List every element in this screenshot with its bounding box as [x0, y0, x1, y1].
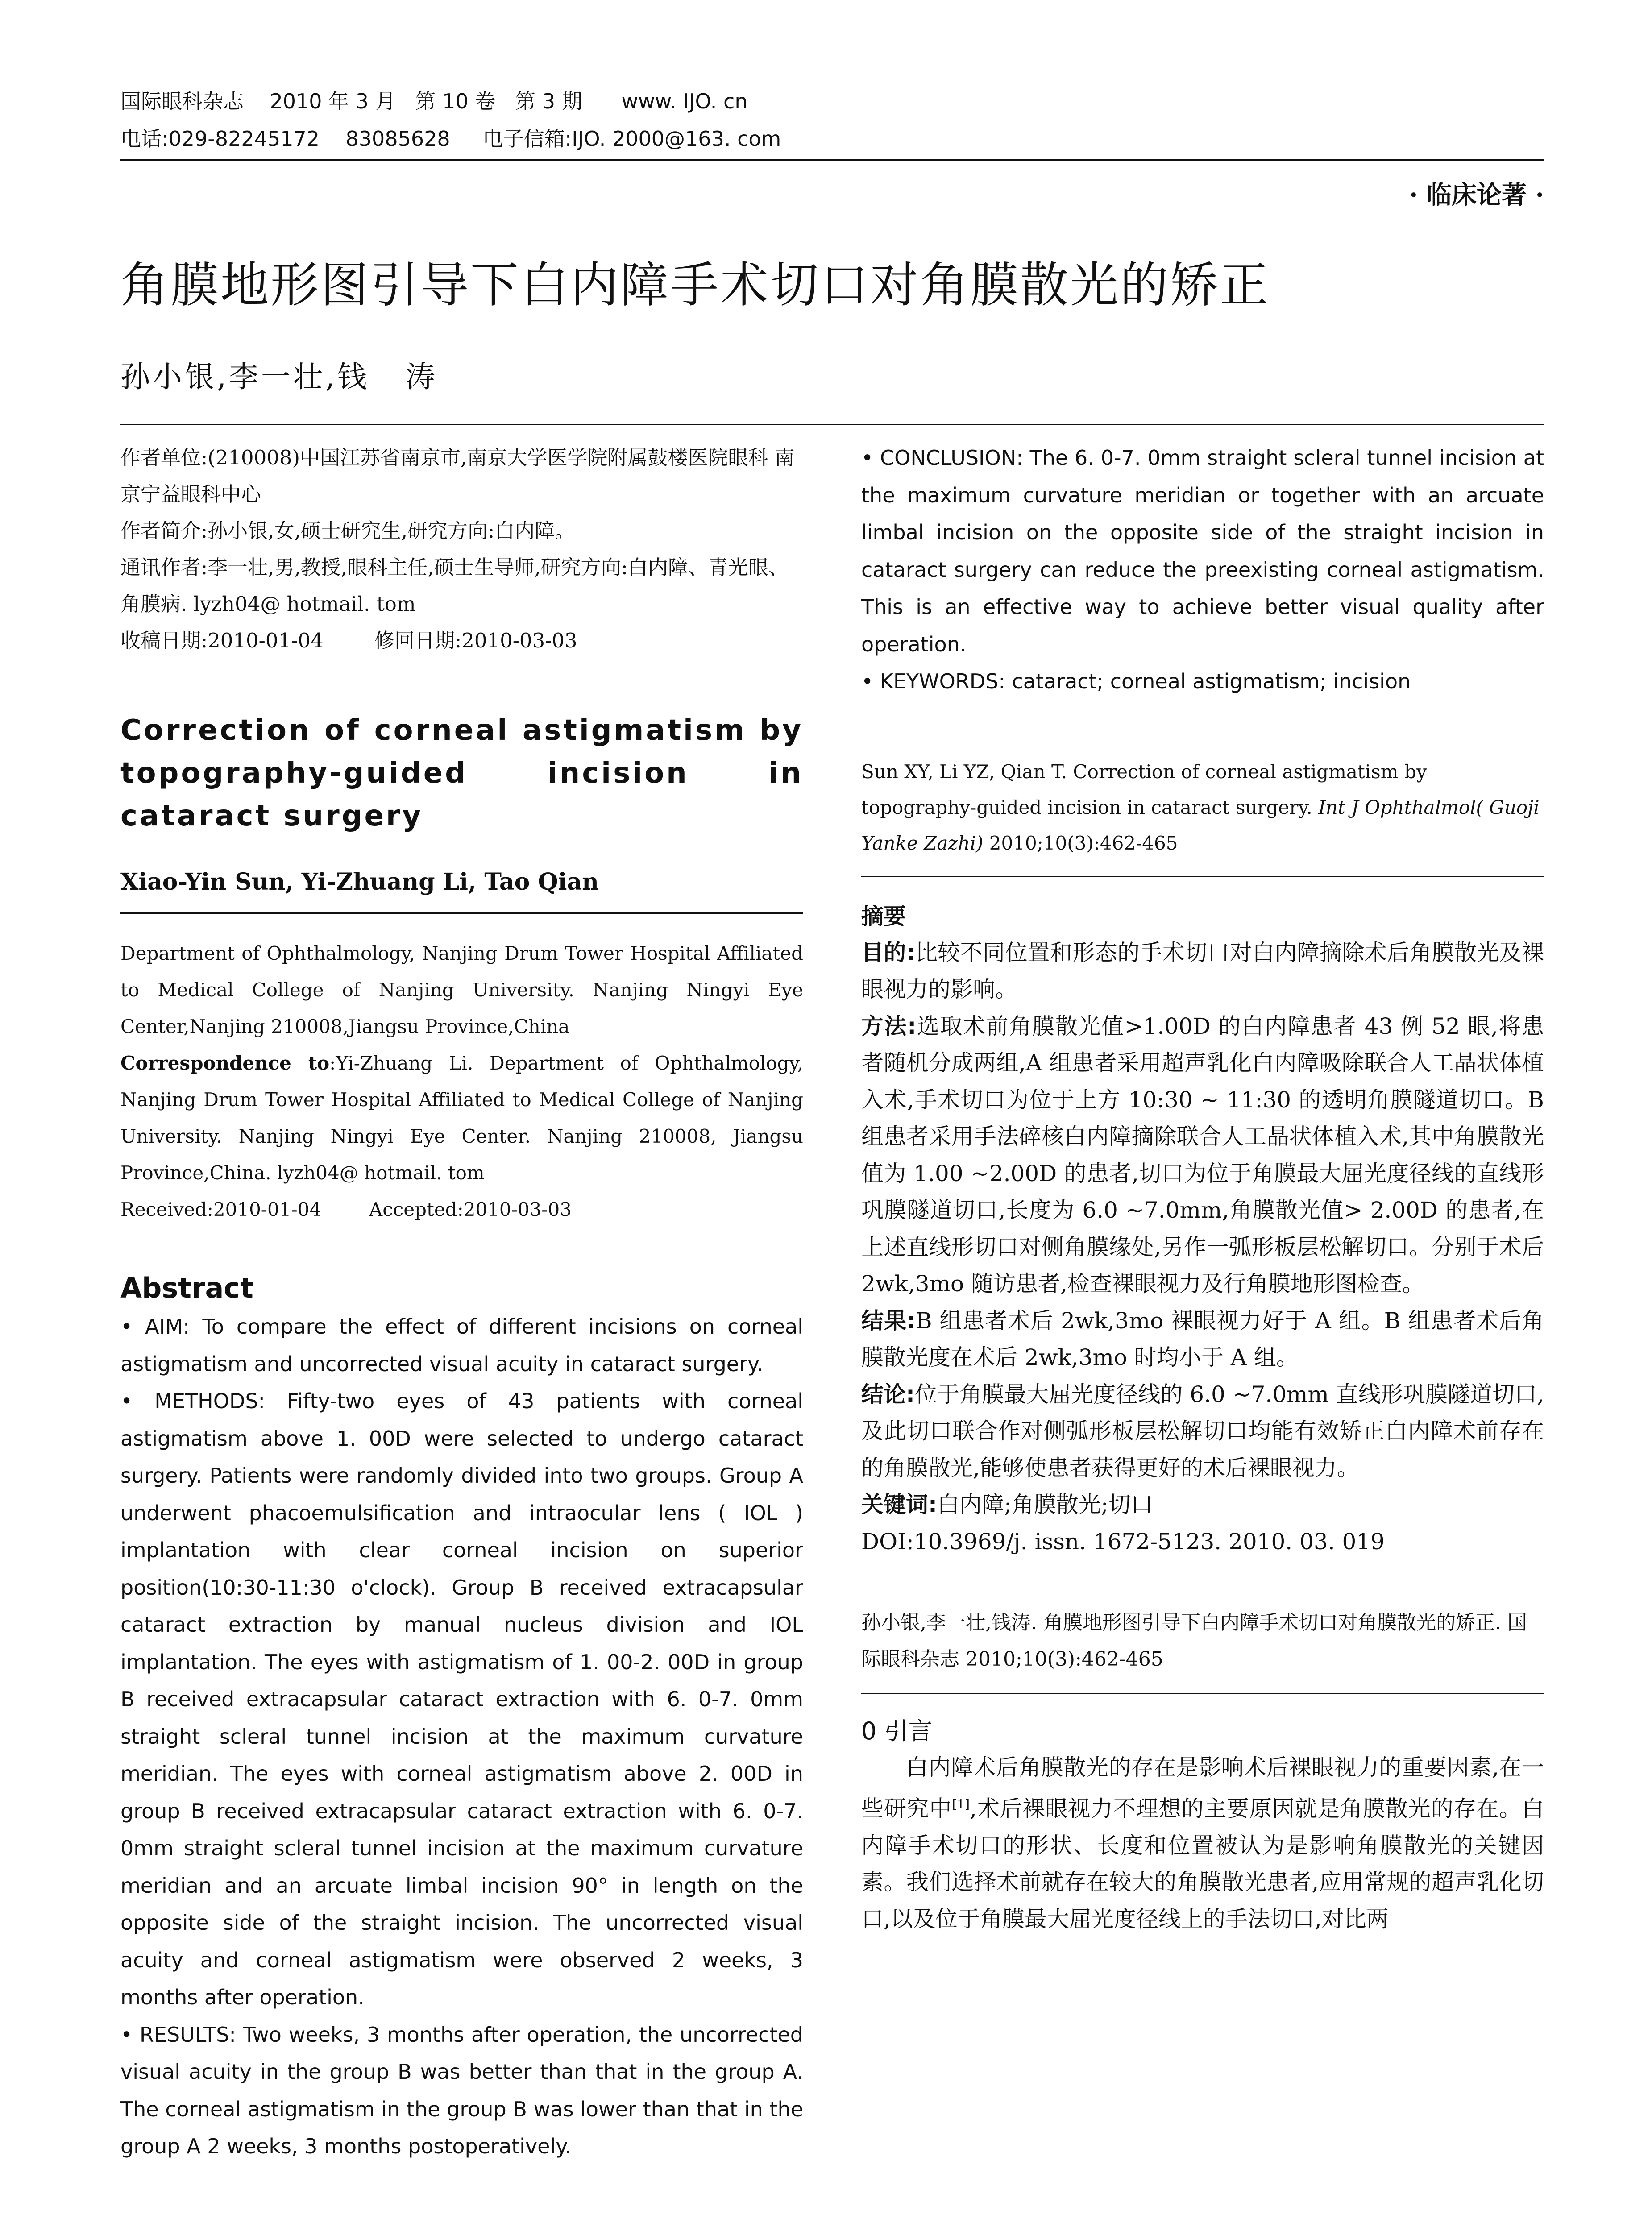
- affiliation-en: Department of Ophthalmology, Nanjing Drum Tower Hospital Affiliated to Medical College of Nanjing University. Nanjing Ningyi Eye Center,Nanjing 210008,Jiangsu Province,China: [120, 942, 803, 1037]
- abstract-cn-conclusion-text: 位于角膜最大屈光度径线的 6.0 ~7.0mm 直线形巩膜隧道切口,及此切口联合作对侧弧形板层松解切口均能有效矫正白内障术前存在的角膜散光,能够使患者获得更好的术后裸眼视力。: [861, 1381, 1544, 1481]
- section-tag: · 临床论著 ·: [1409, 180, 1544, 210]
- intro-reference: [1]: [952, 1796, 970, 1812]
- abstract-cn-results-text: B 组患者术后 2wk,3mo 裸眼视力好于 A 组。B 组患者术后角膜散光度在术后 2wk,3mo 时均小于 A 组。: [861, 1307, 1544, 1370]
- corresponding-author-cn: 通讯作者:李一壮,男,教授,眼科主任,硕士生导师,研究方向:白内障、青光眼、角膜病. lyzh04@ hotmail. tom: [120, 556, 789, 616]
- author-affiliation-cn: 作者单位:(210008)中国江苏省南京市,南京大学医学院附属鼓楼医院眼科 南京宁益眼科中心: [120, 446, 795, 506]
- running-header-contact: 电话:029-82245172 83085628 电子信箱:IJO. 2000@163. com: [120, 127, 781, 151]
- abstract-cn-aim-text: 比较不同位置和形态的手术切口对白内障摘除术后角膜散光及裸眼视力的影响。: [861, 939, 1544, 1002]
- authors-cn: 孙小银,李一壮,钱 涛: [120, 360, 438, 394]
- abstract-cn-methods: [861, 1008, 1544, 1302]
- header-rule: [120, 159, 1544, 161]
- abstract-cn-keywords-label: 关键词:: [861, 1492, 937, 1518]
- abstract-cn-results: [861, 1302, 1544, 1376]
- abstract-conclusion: • CONCLUSION: The 6. 0-7. 0mm straight scleral tunnel incision at the maximum curvature meridian or together with an arcuate limbal incision on the opposite side of the straight incision in cataract surgery can reduce the preexisting corneal astigmatism. This is an effective way to achieve better visual quality after operation.: [861, 446, 1544, 656]
- abstract-keywords: • KEYWORDS: cataract; corneal astigmatism; incision: [861, 669, 1411, 693]
- abstract-cn-heading: 摘要: [861, 903, 906, 929]
- citation-rule: [861, 861, 1544, 877]
- citation-en-prefix: Sun XY, Li YZ, Qian T. Correction of corneal astigmatism by topography-guided incision in cataract surgery.: [861, 760, 1427, 818]
- abstract-cn-conclusion-label: 结论:: [861, 1381, 915, 1407]
- abstract-cn-keywords-text: 白内障;角膜散光;切口: [937, 1492, 1153, 1518]
- author-bio-cn: 作者简介:孙小银,女,硕士研究生,研究方向:白内障。: [120, 519, 575, 543]
- citation-cn-rule: [861, 1678, 1544, 1694]
- right-column: [861, 440, 1544, 1937]
- authors-en-rule: [120, 900, 803, 914]
- authors-en: Xiao-Yin Sun, Yi-Zhuang Li, Tao Qian: [120, 868, 599, 896]
- intro-text: 白内障术后角膜散光的存在是影响术后裸眼视力的重要因素,在一些研究中: [861, 1754, 1544, 1822]
- title-rule: [120, 424, 1544, 425]
- abstract-heading: Abstract: [120, 1272, 253, 1304]
- citation-en: [861, 754, 1544, 861]
- correspondence-text: :Yi-Zhuang Li. Department of Ophthalmology, Nanjing Drum Tower Hospital Affiliated to Medical College of Nanjing University. Nanjing Ningyi Eye Center. Nanjing 210008, Jiangsu Province,China. lyzh04@ hotmail. tom: [120, 1052, 804, 1184]
- abstract-cn-methods-text: 选取术前角膜散光值>1.00D 的白内障患者 43 例 52 眼,将患者随机分成两组,A 组患者采用超声乳化白内障吸除联合人工晶状体植入术,手术切口为位于上方 10:30 ~ 11:30 的透明角膜隧道切口。B 组患者采用手法碎核白内障摘除联合人工晶状体植入术,其中角膜散光值为 1.00 ~2.00D 的患者,切口为位于角膜最大屈光度径线的直线形巩膜隧道切口,长度为 6.0 ~7.0mm,角膜散光值> 2.00D 的患者,在上述直线形切口对侧角膜缘处,另作一弧形板层松解切口。分别于术后 2wk,3mo 随访患者,检查裸眼视力及行角膜地形图检查。: [861, 1013, 1544, 1297]
- citation-en-journal: Int J Ophthalmol( Guoji Yanke Zazhi): [861, 796, 1540, 854]
- abstract-cn-methods-label: 方法:: [861, 1013, 917, 1039]
- paper-title-en: Correction of corneal astigmatism by topography-guided incision in cataract surgery: [120, 714, 803, 833]
- running-header-journal: 国际眼科杂志 2010 年 3 月 第 10 卷 第 3 期 www. IJO. cn: [120, 89, 748, 113]
- left-column: [120, 440, 803, 2165]
- dates-cn: 收稿日期:2010-01-04 修回日期:2010-03-03: [120, 629, 577, 652]
- intro-text-continued: ,术后裸眼视力不理想的主要原因就是角膜散光的存在。白内障手术切口的形状、长度和位置被认为是影响角膜散光的关键因素。我们选择术前就存在较大的角膜散光患者,应用常规的超声乳化切口,以及位于角膜最大屈光度径线上的手法切口,对比两: [861, 1796, 1544, 1932]
- citation-cn: 孙小银,李一壮,钱涛. 角膜地形图引导下白内障手术切口对角膜散光的矫正. 国际眼科杂志 2010;10(3):462-465: [861, 1611, 1527, 1671]
- abstract-cn-keywords: [861, 1486, 1544, 1523]
- abstract-methods: • METHODS: Fifty-two eyes of 43 patients with corneal astigmatism above 1. 00D were selected to undergo cataract surgery. Patients were randomly divided into two groups. Group A underwent phacoemulsification and intraocular lens ( IOL ) implantation with clear corneal incision on superior position(10:30-11:30 o'clock). Group B received extracapsular cataract extraction by manual nucleus division and IOL implantation. The eyes with astigmatism of 1. 00-2. 00D in group B received extracapsular cataract extraction with 6. 0-7. 0mm straight scleral tunnel incision at the maximum curvature meridian. The eyes with corneal astigmatism above 2. 00D in group B received extracapsular cataract extraction with 6. 0-7. 0mm straight scleral tunnel incision at the maximum curvature meridian and an arcuate limbal incision 90° in length on the opposite side of the straight incision. The uncorrected visual acuity and corneal astigmatism were observed 2 weeks, 3 months after operation.: [120, 1389, 803, 2009]
- intro-heading: 0 引言: [861, 1717, 933, 1745]
- correspondence-en: [120, 1045, 803, 1191]
- abstract-aim: • AIM: To compare the effect of different incisions on corneal astigmatism and uncorrected visual acuity in cataract surgery.: [120, 1315, 803, 1376]
- intro-paragraph: [861, 1749, 1544, 1937]
- citation-en-suffix: 2010;10(3):462-465: [983, 832, 1178, 854]
- paper-title-cn: 角膜地形图引导下白内障手术切口对角膜散光的矫正: [120, 257, 1270, 313]
- abstract-cn-conclusion: [861, 1376, 1544, 1487]
- dates-en: Received:2010-01-04 Accepted:2010-03-03: [120, 1198, 572, 1220]
- abstract-cn-aim-label: 目的:: [861, 939, 915, 966]
- abstract-results: • RESULTS: Two weeks, 3 months after operation, the uncorrected visual acuity in the group B was better than that in the group A. The corneal astigmatism in the group B was lower than that in the group A 2 weeks, 3 months postoperatively.: [120, 2022, 803, 2158]
- abstract-cn-aim: [861, 934, 1544, 1008]
- doi: DOI:10.3969/j. issn. 1672-5123. 2010. 03. 019: [861, 1528, 1385, 1555]
- abstract-cn-results-label: 结果:: [861, 1307, 916, 1334]
- correspondence-label: Correspondence to: [120, 1052, 330, 1074]
